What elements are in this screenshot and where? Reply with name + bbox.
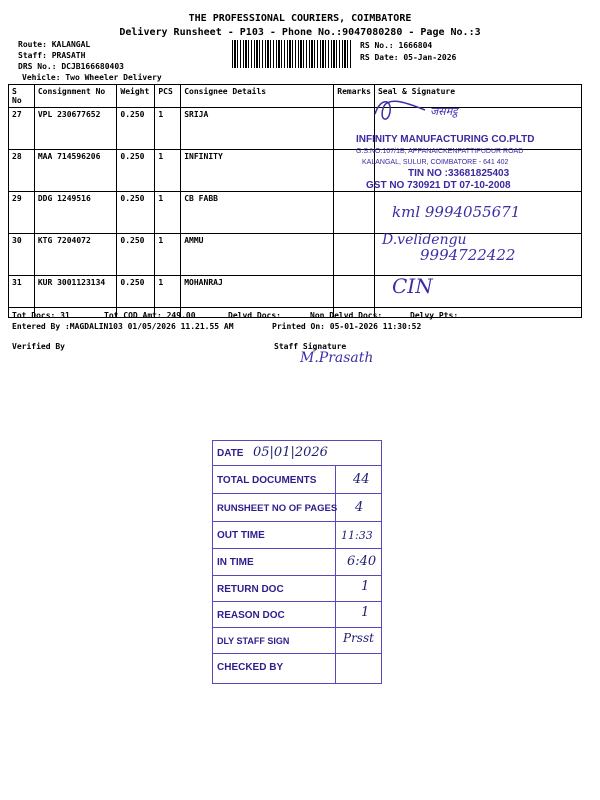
col-header-remarks: Remarks [334,85,375,108]
entered-by: Entered By :MAGDALIN103 01/05/2026 11.21.55 AM [12,322,234,331]
printed-on: Printed On: 05-01-2026 11:30:52 [272,322,422,331]
stamp-out-time-value: 11:33 [341,529,373,542]
stamp-reason-doc-label: REASON DOC [217,610,285,621]
row4-handwriting-phone: 9994722422 [420,246,516,264]
staff-signature-handwriting: M.Prasath [300,350,374,366]
stamp-reason-doc-value: 1 [361,605,370,620]
company-title: THE PROFESSIONAL COURIERS, COIMBATORE [188,13,412,24]
company-seal-line1: INFINITY MANUFACTURING CO.PLTD [356,134,535,145]
stamp-out-time-label: OUT TIME [217,530,265,541]
cell-weight: 0.250 [117,108,155,150]
cell-pcs: 1 [155,150,181,192]
delivery-points: Delvy Pts: [410,311,459,320]
delivery-stamp-box [212,440,382,684]
signature-scribble-icon [370,96,430,126]
cell-consignment: KTG 7204072 [34,234,117,276]
cell-weight: 0.250 [117,150,155,192]
staff-label: Staff: PRASATH [18,51,86,60]
runsheet-subtitle: Delivery Runsheet - P103 - Phone No.:9047080280 - Page No.:3 [119,27,481,38]
barcode-icon [232,40,352,68]
cell-sno: 29 [9,192,35,234]
stamp-date-value: 05|01|2026 [253,445,328,460]
delivered-docs: Delvd Docs: [228,311,281,320]
cell-consignee: CB FABB [181,192,334,234]
cell-consignment: VPL 230677652 [34,108,117,150]
total-docs: Tot Docs: 31 [12,311,70,320]
total-cod-amount: Tot COD Amt: 249.00 [104,311,196,320]
cell-sno: 30 [9,234,35,276]
col-header-consignment: Consignment No [34,85,117,108]
totals-divider [8,307,582,308]
col-header-consignee: Consignee Details [181,85,334,108]
col-header-pcs: PCS [155,85,181,108]
stamp-row-divider [213,465,381,466]
col-header-signature: Seal & Signature [374,85,581,108]
cell-remarks [334,234,375,276]
stamp-return-doc-value: 1 [361,579,370,594]
cell-sno: 31 [9,276,35,318]
cell-pcs: 1 [155,234,181,276]
stamp-divider [335,465,336,683]
staff-signature-label: Staff Signature [274,342,347,351]
stamp-row-divider [213,575,381,576]
cell-weight: 0.250 [117,234,155,276]
row1-handwriting: जसमट्ठ [430,105,458,118]
company-seal-line2: G.S.NO:107/1B, APPANAICKENPATTIPUDUR ROAD [356,148,524,155]
stamp-checked-by-label: CHECKED BY [217,662,284,673]
stamp-row-divider [213,653,381,654]
stamp-pages-label: RUNSHEET NO OF PAGES [217,503,338,514]
cell-consignee: INFINITY [181,150,334,192]
stamp-in-time-label: IN TIME [217,557,254,568]
drs-label: DRS No.: DCJB166680403 [18,62,124,71]
stamp-staff-sign-label: DLY STAFF SIGN [217,636,290,646]
stamp-row-divider [213,521,381,522]
stamp-total-docs-value: 44 [353,472,370,487]
verified-by-label: Verified By [12,342,65,351]
non-delivered-docs: Non Delvd Docs: [310,311,383,320]
row3-handwriting: kml 9994055671 [392,203,521,221]
cell-consignment: DDG 1249516 [34,192,117,234]
stamp-row-divider [213,627,381,628]
cell-pcs: 1 [155,108,181,150]
table-header-row [9,85,582,108]
vehicle-label: Vehicle: Two Wheeler Delivery [22,73,162,82]
company-seal-line3: KALANGAL, SULUR, COIMBATORE - 641 402 [362,159,509,166]
cell-pcs: 1 [155,276,181,318]
route-label: Route: KALANGAL [18,40,91,49]
rs-number: RS No.: 1666804 [360,41,433,50]
stamp-row-divider [213,601,381,602]
cell-pcs: 1 [155,192,181,234]
stamp-date-label: DATE [217,448,244,459]
company-seal-line4: TIN NO :33681825403 [408,168,510,179]
stamp-staff-sign-value: Prsst [343,631,374,645]
row4-handwriting-name: D.velidengu [382,232,467,248]
stamp-row-divider [213,493,381,494]
col-header-weight: Weight [117,85,155,108]
cell-consignment: MAA 714596206 [34,150,117,192]
company-seal-line5: GST NO 730921 DT 07-10-2008 [366,180,511,191]
runsheet-table [8,84,582,318]
cell-weight: 0.250 [117,276,155,318]
cell-consignee: AMMU [181,234,334,276]
cell-sno: 27 [9,108,35,150]
rs-date: RS Date: 05-Jan-2026 [360,53,457,62]
stamp-in-time-value: 6:40 [347,554,377,569]
stamp-total-docs-label: TOTAL DOCUMENTS [217,475,317,486]
cell-weight: 0.250 [117,192,155,234]
stamp-return-doc-label: RETURN DOC [217,584,284,595]
stamp-row-divider [213,548,381,549]
table-row [9,276,582,318]
cell-sno: 28 [9,150,35,192]
col-header-sno: S No [9,85,35,108]
cell-consignee: SRIJA [181,108,334,150]
cell-consignment: KUR 3001123134 [34,276,117,318]
row5-handwriting: CIN [392,274,433,298]
cell-consignee: MOHANRAJ [181,276,334,318]
cell-remarks [334,192,375,234]
stamp-pages-value: 4 [355,500,364,515]
